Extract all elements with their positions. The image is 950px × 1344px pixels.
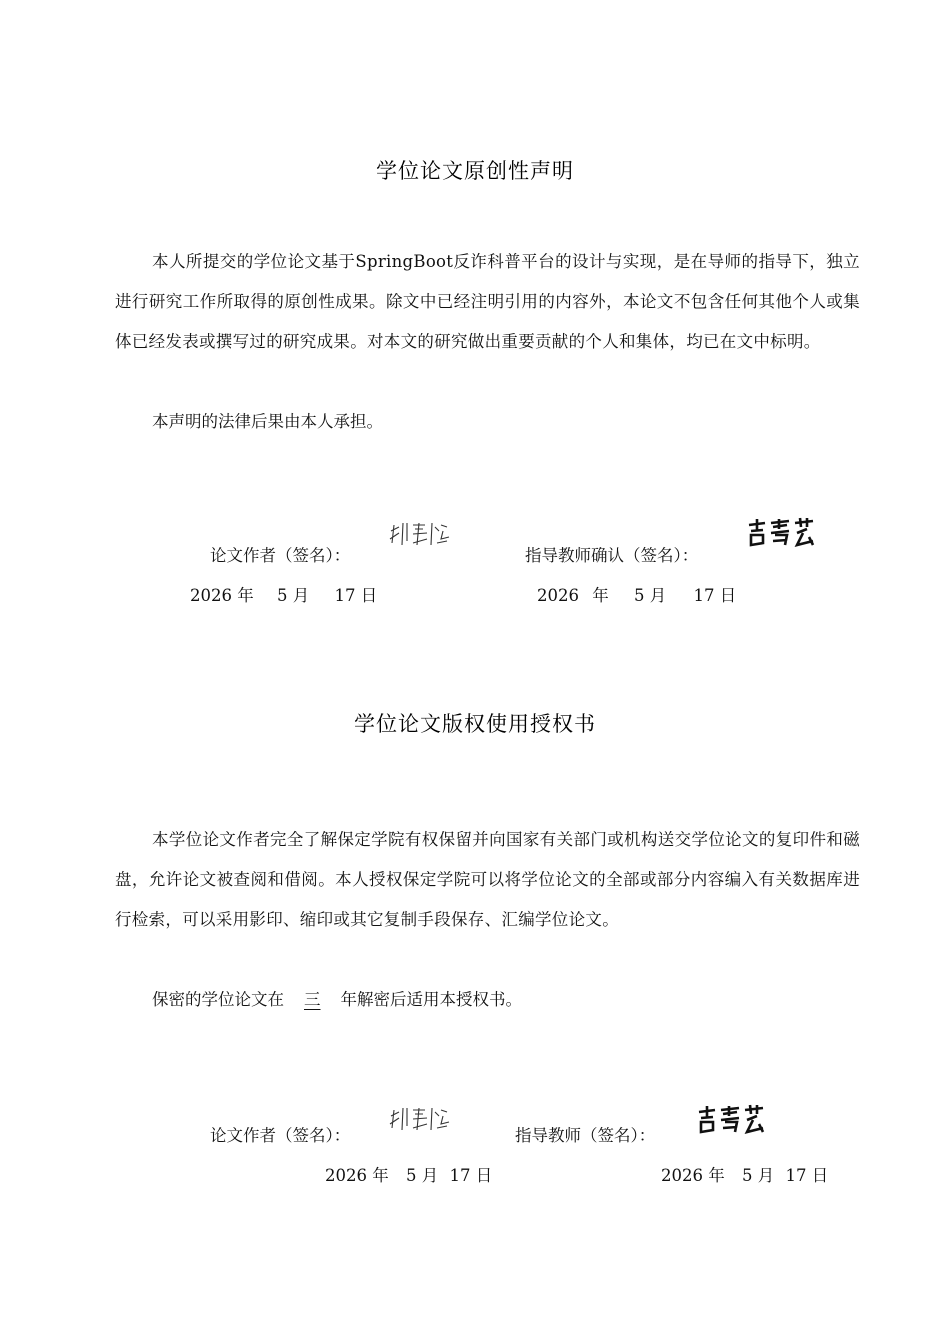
date-month-unit: 月 (421, 1166, 439, 1185)
secret-prefix: 保密的学位论文在 (152, 990, 284, 1009)
authorization-title: 学位论文版权使用授权书 (354, 712, 596, 736)
date-year-unit: 年 (708, 1166, 725, 1185)
advisor-signature-1 (745, 515, 817, 551)
authorization-advisor-label: 指导教师（签名）： (515, 1126, 656, 1145)
date-year: 2026 (325, 1166, 367, 1185)
declaration-author-date (190, 582, 377, 606)
date-day: 17 (334, 586, 356, 605)
date-year-unit: 年 (372, 1166, 389, 1185)
date-year-unit: 年 (592, 586, 609, 605)
date-month-unit: 月 (757, 1166, 775, 1185)
date-year: 2026 (661, 1166, 703, 1185)
date-month: 5 (277, 586, 288, 605)
declaration-author-label: 论文作者（签名）： (210, 546, 351, 565)
authorization-author-date (325, 1162, 492, 1186)
declaration-advisor-date (537, 582, 736, 606)
declaration-advisor-label: 指导教师确认（签名）： (525, 546, 699, 565)
date-year-unit: 年 (237, 586, 254, 605)
date-year: 2026 (190, 586, 232, 605)
date-month: 5 (742, 1166, 753, 1185)
secret-years: 三 (304, 990, 321, 1009)
declaration-title: 学位论文原创性声明 (376, 159, 574, 183)
authorization-author-label: 论文作者（签名）： (210, 1126, 351, 1145)
date-month-unit: 月 (292, 586, 310, 605)
declaration-liability: 本声明的法律后果由本人承担。 (152, 412, 383, 431)
date-month-unit: 月 (649, 586, 667, 605)
secret-suffix: 年解密后适用本授权书。 (340, 990, 522, 1009)
date-day: 17 (785, 1166, 807, 1185)
declaration-paragraph: 本人所提交的学位论文基于SpringBoot反诈科普平台的设计与实现，是在导师的指导下，独立进行研究工作所取得的原创性成果。除文中已经注明引用的内容外，本论文不包含任何其他个人或集体已经发表或撰写过的研究成果。对本文的研究做出重要贡献的个人和集体，均已在文中标明。 (115, 252, 860, 351)
date-month: 5 (634, 586, 645, 605)
authorization-paragraph: 本学位论文作者完全了解保定学院有权保留并向国家有关部门或机构送交学位论文的复印件和磁盘，允许论文被查阅和借阅。本人授权保定学院可以将学位论文的全部或部分内容编入有关数据库进行检索，可以采用影印、缩印或其它复制手段保存、汇编学位论文。 (115, 830, 860, 929)
date-day-unit: 日 (475, 1166, 493, 1185)
date-day: 17 (693, 586, 715, 605)
date-day-unit: 日 (360, 586, 378, 605)
authorization-advisor-date (661, 1162, 828, 1186)
author-signature-1 (385, 515, 455, 551)
date-month: 5 (406, 1166, 417, 1185)
date-day-unit: 日 (811, 1166, 829, 1185)
date-day: 17 (449, 1166, 471, 1185)
author-signature-2 (385, 1100, 455, 1136)
advisor-signature-2 (695, 1102, 767, 1138)
date-day-unit: 日 (719, 586, 737, 605)
authorization-secret-line (115, 986, 522, 1010)
date-year: 2026 (537, 586, 579, 605)
